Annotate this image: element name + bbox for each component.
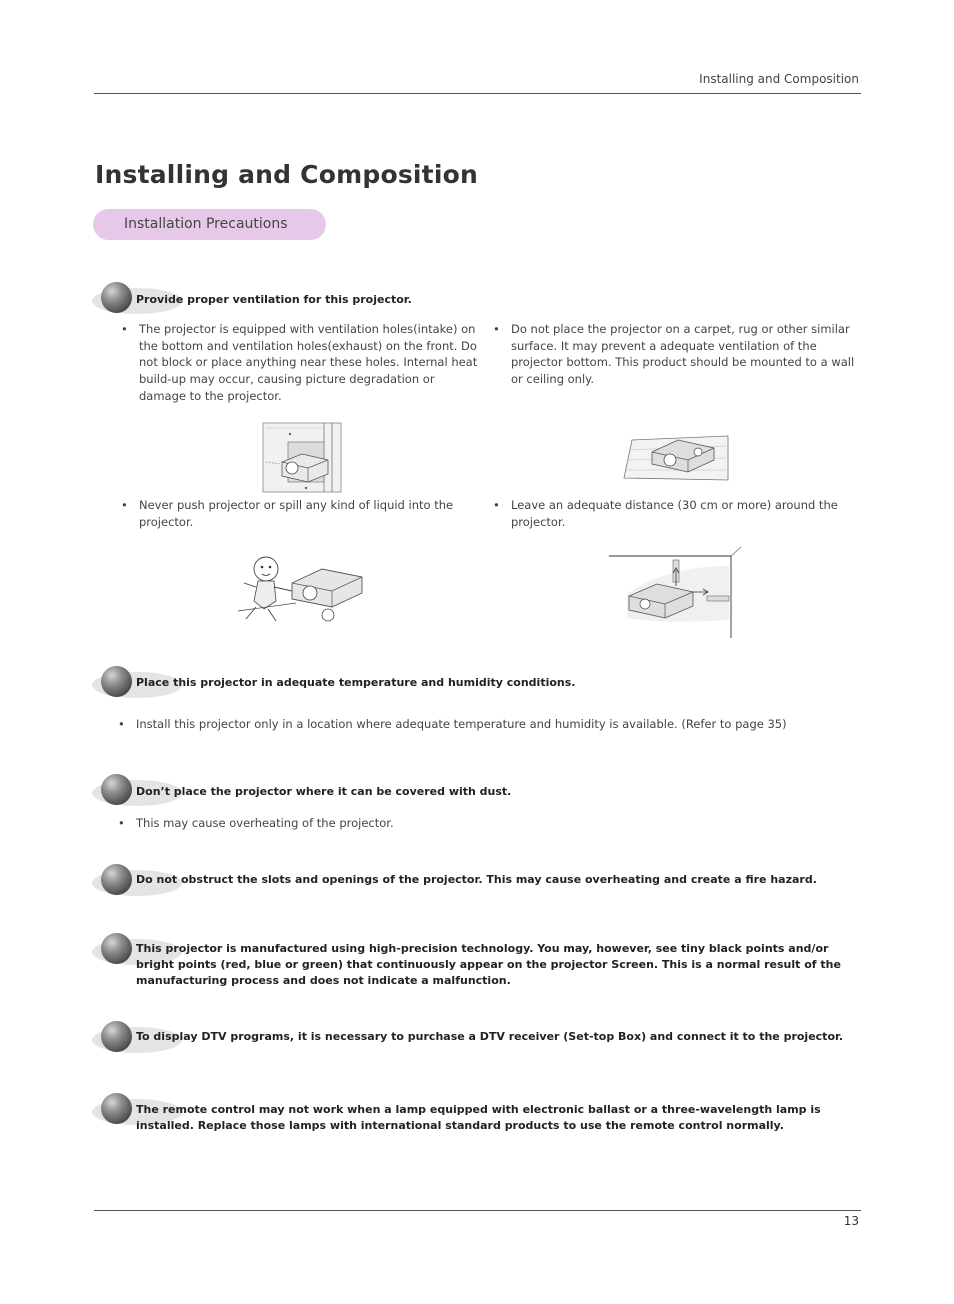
header-rule [94, 93, 861, 94]
section-heading-dtv: To display DTV programs, it is necessary to purchase a DTV receiver (Set-top Box) and connect it to the projector. [136, 1030, 844, 1043]
list-item: • Never push projector or spill any kind of liquid into the projector. [121, 498, 454, 529]
list-item-text: Never push projector or spill any kind of liquid into the projector. [139, 498, 454, 529]
wall-vent-illustration [262, 420, 344, 494]
clearance-illustration [607, 546, 743, 640]
section-heading-ventilation: Provide proper ventilation for this projector. [136, 293, 412, 306]
section-heading-remote: The remote control may not work when a lamp equipped with electronic ballast or a three-wavelength lamp is installed. Replace those lamps with international standard products to use the remote control normally. [136, 1103, 821, 1132]
list-item: • Do not place the projector on a carpet, rug or other similar surface. It may prevent a adequate ventilation of the projector bottom. This product should be mounted to a wall or ceiling only. [493, 322, 855, 387]
section-heading-dust: Don’t place the projector where it can be covered with dust. [136, 785, 512, 798]
list-item-text: The projector is equipped with ventilation holes(intake) on the bottom and ventilation holes(exhaust) on the front. Do not block or place anything near these holes. Internal heat build-up may occur, causing picture degradation or damage to the projector. [139, 322, 478, 403]
footer-rule [94, 1210, 861, 1211]
carpet-illustration [622, 430, 732, 482]
list-item: • This may cause overheating of the projector. [118, 816, 394, 830]
list-item-text: This may cause overheating of the projector. [136, 816, 394, 830]
list-item: • Leave an adequate distance (30 cm or more) around the projector. [493, 498, 838, 529]
list-item: • Install this projector only in a location where adequate temperature and humidity is available. (Refer to page 35) [118, 717, 787, 731]
section-heading-slots: Do not obstruct the slots and openings of the projector. This may cause overheating and create a fire hazard. [136, 873, 817, 886]
running-header: Installing and Composition [699, 72, 859, 86]
section-label: Installation Precautions [93, 209, 326, 240]
page-number: 13 [843, 1214, 859, 1228]
section-heading-temperature: Place this projector in adequate temperature and humidity conditions. [136, 676, 576, 689]
push-projector-illustration [236, 553, 366, 625]
page-title: Installing and Composition [95, 160, 478, 189]
section-heading-technology: This projector is manufactured using high-precision technology. You may, however, see tiny black points and/or bright points (red, blue or green) that continuously appear on the projector Screen. This is a normal result of the manufacturing process and does not indicate a malfunction. [136, 942, 841, 987]
list-item-text: Do not place the projector on a carpet, rug or other similar surface. It may prevent a adequate ventilation of the projector bottom. This product should be mounted to a wall or ceiling only. [511, 322, 855, 387]
list-item: • The projector is equipped with ventilation holes(intake) on the bottom and ventilation holes(exhaust) on the front. Do not block or place anything near these holes. Internal heat build-up may occur, causing picture degradation or damage to the projector. [121, 322, 478, 403]
list-item-text: Install this projector only in a location where adequate temperature and humidity is available. (Refer to page 35) [136, 717, 787, 731]
list-item-text: Leave an adequate distance (30 cm or more) around the projector. [511, 498, 838, 529]
